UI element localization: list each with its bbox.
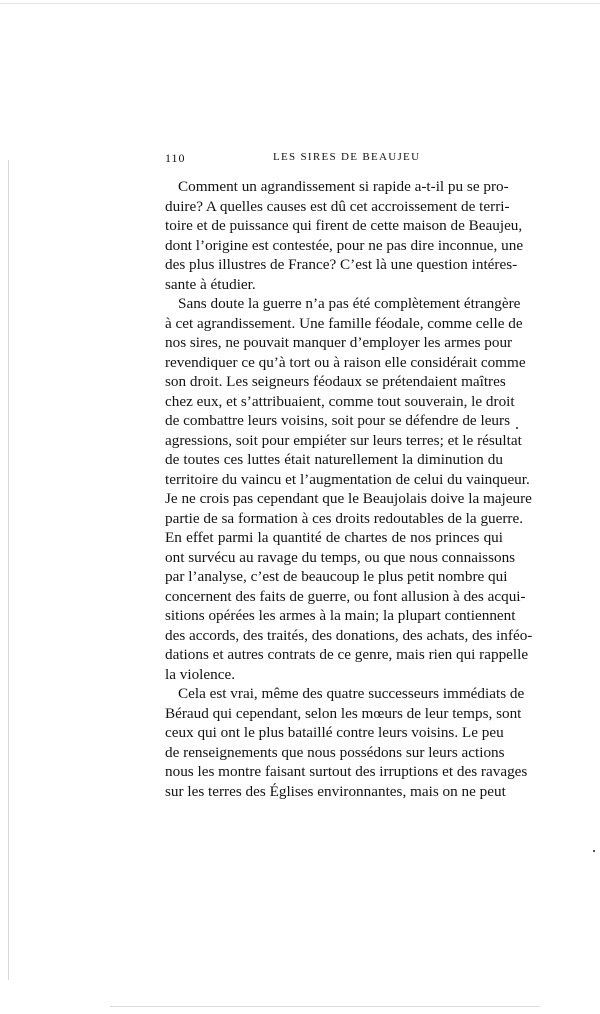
- text-line: la violence.: [165, 665, 235, 683]
- text-line: partie de sa formation à ces droits redoutables de la guerre.: [165, 509, 524, 527]
- body-text: [165, 177, 533, 801]
- scan-border-bottom: [110, 1006, 540, 1007]
- text-line: son droit. Les seigneurs féodaux se prétendaient maîtres: [165, 373, 506, 390]
- scan-border-left: [8, 160, 9, 980]
- text-line: sante à étudier.: [165, 275, 256, 293]
- text-line: de combattre leurs voisins, soit pour se défendre de leurs: [165, 412, 510, 429]
- text-line: ceux qui ont le plus bataillé contre leurs voisins. Le peu: [165, 724, 504, 741]
- text-line: des accords, des traités, des donations, des achats, des inféo-: [165, 626, 533, 644]
- scan-border-top: [0, 3, 600, 4]
- text-line: duire? A quelles causes est dû cet accroissement de terri-: [165, 197, 510, 215]
- text-line: concernent des faits de guerre, ou font allusion à des acqui-: [165, 587, 526, 605]
- stray-mark: [516, 427, 518, 429]
- text-line: Béraud qui cependant, selon les mœurs de leur temps, sont: [165, 704, 522, 722]
- text-line: Sans doute la guerre n’a pas été complètement étrangère: [178, 295, 521, 312]
- running-head: [165, 151, 505, 167]
- page-number: 110: [165, 151, 186, 165]
- text-line: toire et de puissance qui firent de cette maison de Beaujeu,: [165, 217, 523, 234]
- text-line: à cet agrandissement. Une famille féodale, comme celle de: [165, 314, 523, 332]
- text-line: des plus illustres de France? C’est là une question intéres-: [165, 256, 518, 273]
- stray-mark: [593, 850, 595, 852]
- text-line: ont survécu au ravage du temps, ou que nous connaissons: [165, 548, 516, 566]
- text-line: agressions, soit pour empiéter sur leurs terres; et le résultat: [165, 431, 522, 449]
- text-line: dont l’origine est contestée, pour ne pas dire inconnue, une: [165, 236, 524, 254]
- text-line: territoire du vaincu et l’augmentation de celui du vainqueur.: [165, 470, 530, 488]
- text-line: Je ne crois pas cependant que le Beaujolais doive la majeure: [165, 490, 532, 507]
- running-title: LES SIRES DE BEAUJEU: [273, 151, 421, 163]
- text-line: par l’analyse, c’est de beaucoup le plus petit nombre qui: [165, 568, 508, 585]
- text-line: sitions opérées les armes à la main; la plupart contiennent: [165, 607, 516, 624]
- text-line: sur les terres des Églises environnantes, mais on ne peut: [165, 782, 506, 800]
- text-line: chez eux, et s’attribuaient, comme tout souverain, le droit: [165, 392, 515, 410]
- text-line: revendiquer ce qu’à tort ou à raison elle considérait comme: [165, 353, 526, 371]
- text-line: dations et autres contrats de ce genre, mais rien qui rappelle: [165, 646, 529, 663]
- text-line: Cela est vrai, même des quatre successeurs immédiats de: [178, 685, 525, 702]
- text-line: nous les montre faisant surtout des irruptions et des ravages: [165, 763, 528, 780]
- text-line: de toutes ces luttes était naturellement la diminution du: [165, 451, 503, 468]
- text-line: Comment un agrandissement si rapide a-t-il pu se pro-: [178, 178, 509, 195]
- text-line: nos sires, ne pouvait manquer d’employer les armes pour: [165, 334, 513, 351]
- text-line: de renseignements que nous possédons sur leurs actions: [165, 743, 505, 761]
- text-line: En effet parmi la quantité de chartes de nos princes qui: [165, 529, 503, 546]
